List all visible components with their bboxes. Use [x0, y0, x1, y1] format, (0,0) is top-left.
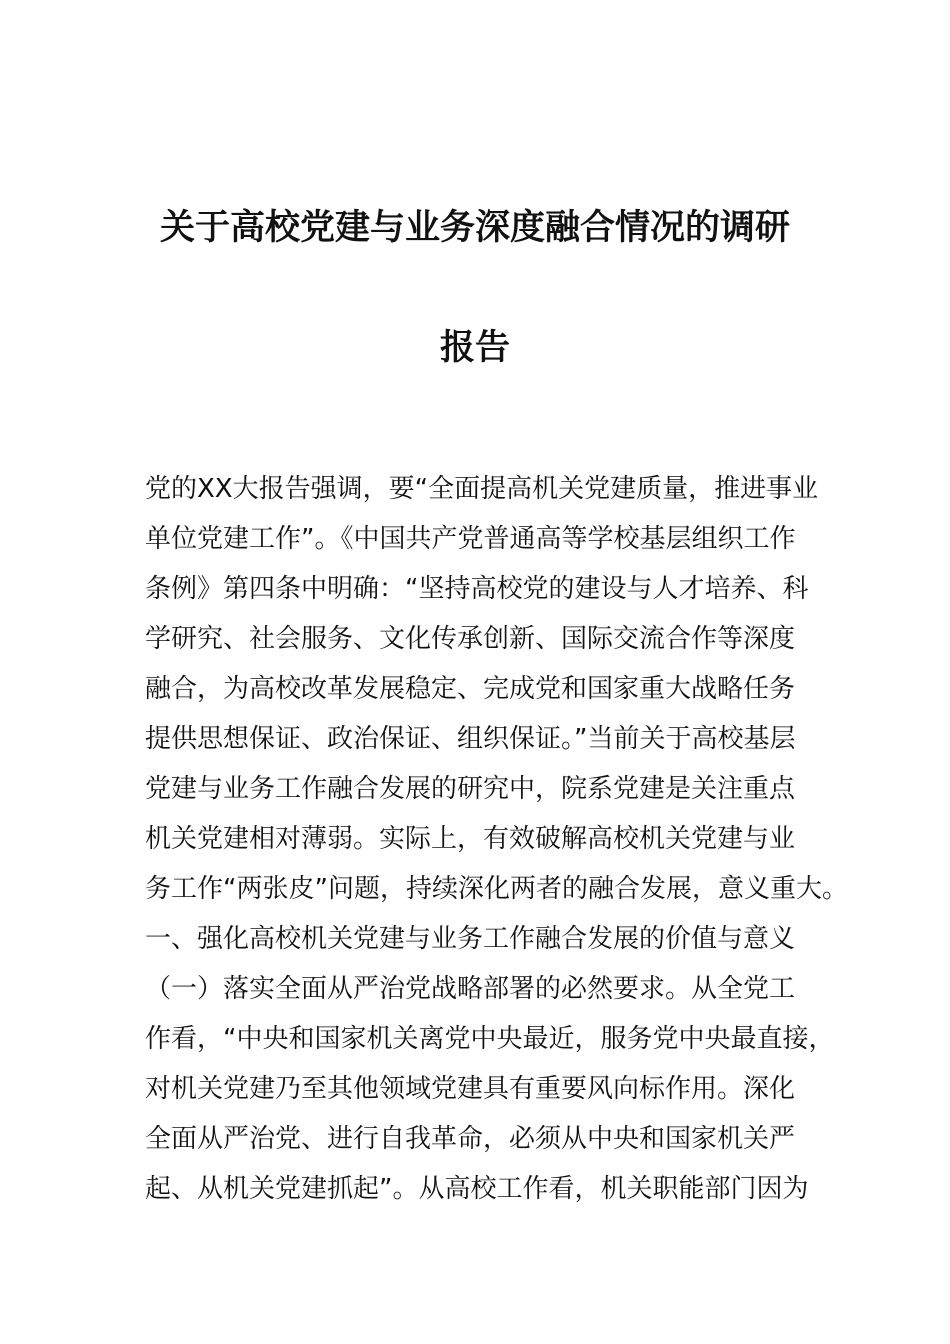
- body-line: 起、从机关党建抓起”。从高校工作看，机关职能部门因为: [145, 1174, 809, 1204]
- document-title-line-2: 报告: [439, 328, 510, 368]
- body-line: 融合，为高校改革发展稳定、完成党和国家重大战略任务: [145, 674, 796, 704]
- body-line: 提供思想保证、政治保证、组织保证。”当前关于高校基层: [145, 724, 796, 754]
- section-heading: 一、强化高校机关党建与业务工作融合发展的价值与意义: [145, 924, 796, 954]
- body-line: 务工作“两张皮”问题，持续深化两者的融合发展，意义重大。: [145, 874, 848, 904]
- body-line: 单位党建工作”。《中国共产党普通高等学校基层组织工作: [145, 524, 796, 554]
- body-line: 党建与业务工作融合发展的研究中，院系党建是关注重点: [145, 774, 796, 804]
- body-line: 条例》第四条中明确：“坚持高校党的建设与人才培养、科: [145, 574, 809, 604]
- body-line: 学研究、社会服务、文化传承创新、国际交流合作等深度: [145, 624, 796, 654]
- document-title-line-1: 关于高校党建与业务深度融合情况的调研: [159, 208, 790, 248]
- body-line: 全面从严治党、进行自我革命，必须从中央和国家机关严: [145, 1124, 796, 1154]
- body-line: 对机关党建乃至其他领域党建具有重要风向标作用。深化: [145, 1074, 796, 1104]
- body-line: 机关党建相对薄弱。实际上，有效破解高校机关党建与业: [145, 824, 796, 854]
- body-line: 作看，“中央和国家机关离党中央最近，服务党中央最直接，: [145, 1024, 835, 1054]
- body-line: （一）落实全面从严治党战略部署的必然要求。从全党工: [145, 974, 796, 1004]
- body-line: 党的XX大报告强调，要“全面提高机关党建质量，推进事业: [145, 474, 819, 504]
